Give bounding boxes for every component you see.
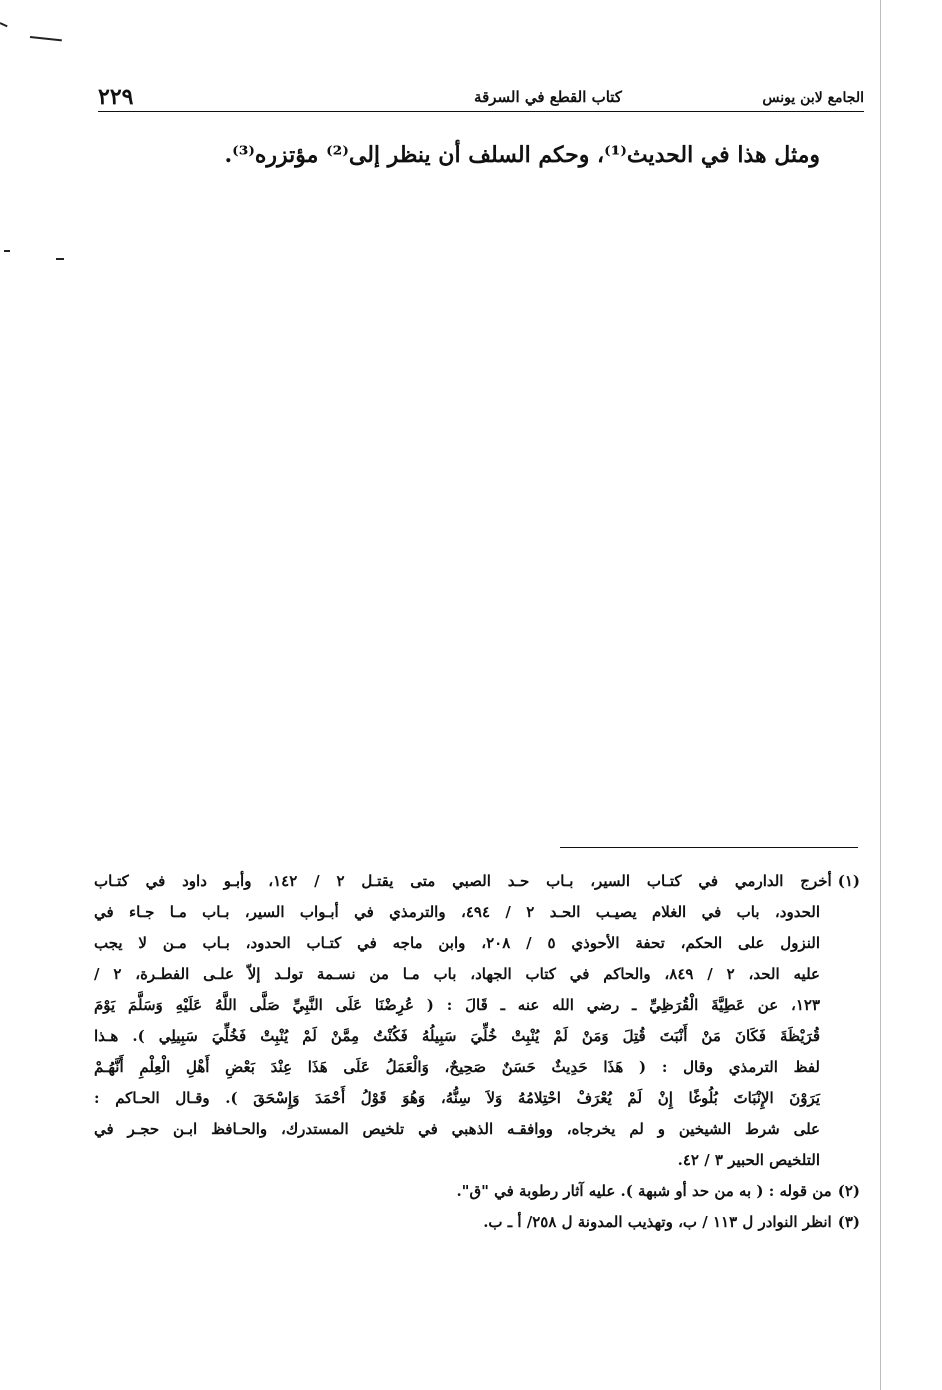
scan-mark	[4, 250, 10, 252]
footnote-line: عليه الحد، ٢ / ٨٤٩، والحاكم في كتاب الجهاد، باب مـا من نسـمة تولـد إلاّ علـى الفطـرة، ٢ /	[94, 965, 820, 983]
footnote-text: أخرج الدارمي في كتـاب السير، بـاب حـد الصبي متى يقتـل ٢ / ١٤٢، وأبـو داود في كتـاب	[94, 872, 832, 890]
footnote-text: انظر النوادر ل ١١٣ / ب، وتهذيب المدونة ل ٢٥٨/ أ ـ ب.	[483, 1213, 832, 1231]
footnote-line: يَرَوْنَ الإِنْبَاتَ بُلُوغًا إِنْ لَمْ يُعْرَفْ احْتِلامُهُ وَلاَ سِنُّهُ، وَهُوَ قَوْلُ أَحْمَدَ وَإِسْحَقَ ). وقـال الحـاكم :	[94, 1089, 820, 1107]
footnote-number: (٣)	[837, 1213, 860, 1231]
footnote-number: (٢)	[837, 1182, 860, 1200]
footnote-line: قُرَيْظَةَ فَكَانَ مَنْ أَنْبَتَ قُتِلَ وَمَنْ لَمْ يُنْبِتْ خُلِّيَ سَبِيلُهُ فَكُنْتُ مِمَّنْ لَمْ يُنْبِتْ فَخُلِّيَ سَبِيلِي ). هـذا	[94, 1027, 820, 1045]
main-text: ومثل هذا في الحديث⁽¹⁾، وحكم السلف أن ينظر إلى⁽²⁾ مؤتزره⁽³⁾.	[224, 142, 820, 168]
footnotes	[94, 866, 860, 1238]
footnote-1	[94, 866, 860, 1176]
scan-mark	[0, 22, 8, 27]
footnote-line	[94, 1207, 860, 1238]
footnote-line	[94, 1176, 860, 1207]
book-title: الجامع لابن يونس	[762, 90, 864, 106]
footnote-separator	[560, 847, 858, 848]
footnote-line	[94, 866, 860, 897]
scan-mark	[56, 258, 64, 260]
footnote-text: من قوله : ( به من حد أو شبهة ). عليه آثار رطوبة في "ق".	[456, 1182, 832, 1200]
footnote-line: النزول على الحكم، تحفة الأحوذي ٥ / ٢٠٨، وابن ماجه في كتـاب الحدود، بـاب مـن لا يجب	[94, 934, 820, 952]
running-header	[98, 84, 864, 112]
footnote-line: لفظ الترمذي وقال : ( هَذَا حَدِيثٌ حَسَنٌ صَحِيحٌ، وَالْعَمَلُ عَلَى هَذَا عِنْدَ بَعْضِ أَهْلِ الْعِلْمِ أَنَّهُـمْ	[94, 1058, 820, 1076]
footnote-line: الحدود، باب في الغلام يصيـب الحـد ٢ / ٤٩٤، والترمذي في أبـواب السير، بـاب مـا جـاء في	[94, 903, 820, 921]
footnote-line: على شرط الشيخين و لم يخرجاه، ووافقـه الذهبي في تلخيص المستدرك، والحـافظ ابـن حجـر في	[94, 1120, 820, 1138]
chapter-title: كتاب القطع في السرقة	[474, 88, 622, 106]
footnote-number: (١)	[837, 872, 860, 890]
footnote-line: التلخيص الحبير ٣ / ٤٢.	[677, 1151, 820, 1169]
header-rule	[98, 111, 864, 112]
footnote-line: ١٢٣، عن عَطِيَّةَ الْقُرَظِيِّ ـ رضي الله عنه ـ قَالَ : ( عُرِضْنَا عَلَى النَّبِيِّ صَلَّى اللَّهُ عَلَيْهِ وَسَلَّمَ يَوْمَ	[94, 996, 820, 1014]
scan-mark	[30, 36, 62, 41]
page-edge-line	[880, 0, 881, 1390]
page-number: ٢٢٩	[98, 84, 134, 110]
footnote-3	[94, 1207, 860, 1238]
footnote-2	[94, 1176, 860, 1207]
